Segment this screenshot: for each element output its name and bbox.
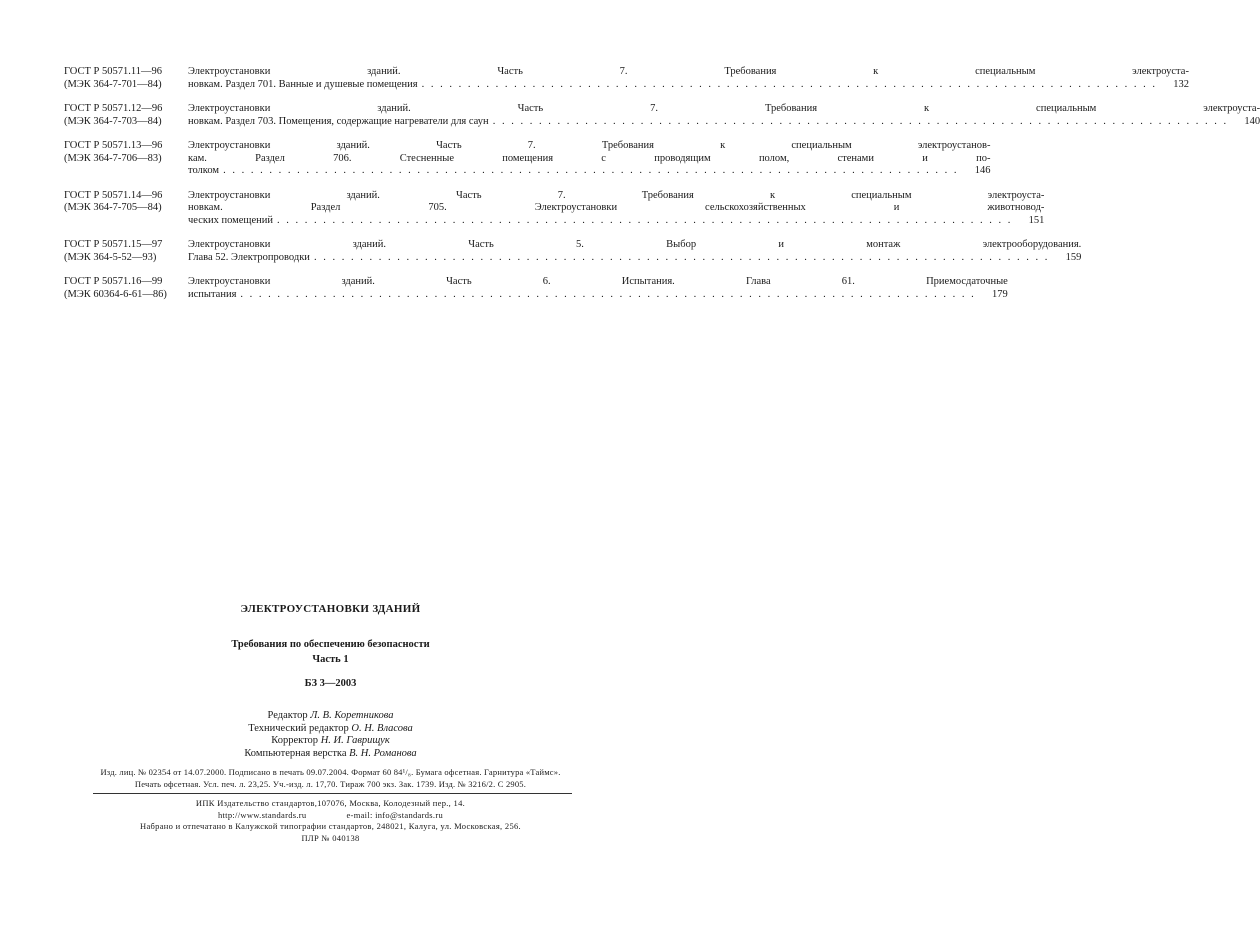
title-line: Электроустановки зданий. Часть 7. Требования к специальным электроуста- <box>188 103 1260 114</box>
standard-code-line: ГОСТ Р 50571.16—99 <box>64 276 163 287</box>
leader-dots: . . . . . . . . . . . . . . . . . . . . . . . . . . . . . . . . . . . . . . . . . . . . . . . . . . . . . . . . . . . . . . . . . . . . . . . . . . . . . . . . <box>313 251 1050 263</box>
document-title: ЭЛЕКТРОУСТАНОВКИ ЗДАНИЙ <box>240 603 421 615</box>
toc-standard-code <box>64 239 188 264</box>
title-line: Электроустановки зданий. Часть 6. Испытания. Глава 61. Приемосдаточные <box>188 276 1008 287</box>
toc-standard-code <box>64 190 188 228</box>
toc-title <box>188 239 1081 264</box>
leader-dots: . . . . . . . . . . . . . . . . . . . . . . . . . . . . . . . . . . . . . . . . . . . . . . . . . . . . . . . . . . . . . . . . . . . . . . . . . . . . . . . . <box>492 115 1229 127</box>
title-line: Электроустановки зданий. Часть 7. Требования к специальным электроуста- <box>188 189 1045 201</box>
standard-code-line: (МЭК 60364-6-61—86) <box>64 288 167 300</box>
page-number: 132 <box>1173 78 1189 90</box>
bz-number: БЗ 3—2003 <box>304 678 357 689</box>
title-line: новкам. Раздел 701. Ванные и душевые помещения <box>188 78 418 90</box>
title-line: Электроустановки зданий. Часть 5. Выбор и монтаж электрооборудования. <box>188 239 1082 250</box>
toc-entry <box>64 140 991 178</box>
title-last-line <box>188 252 1081 265</box>
page-number: 159 <box>1065 251 1082 263</box>
credit-name: В. Н. Романова <box>349 747 417 759</box>
credit-role: Редактор <box>267 710 308 721</box>
leader-dots: . . . . . . . . . . . . . . . . . . . . . . . . . . . . . . . . . . . . . . . . . . . . . . . . . . . . . . . . . . . . . . . . . . . . . . . . . . . . . . . . <box>277 214 1013 226</box>
credit-line <box>0 723 661 736</box>
title-line: новкам. Раздел 703. Помещения, содержащие нагреватели для саун <box>188 115 489 127</box>
credit-line <box>0 748 661 761</box>
credit-line <box>0 710 661 723</box>
license-number: ПЛР № 040138 <box>301 832 360 843</box>
title-line: Электроустановки зданий. Часть 7. Требования к специальным электроустанов- <box>188 140 991 151</box>
standard-code-line: ГОСТ Р 50571.11—96 <box>64 66 163 77</box>
publisher-email[interactable]: e-mail: info@standards.ru <box>346 809 444 820</box>
title-line: Глава 52. Электропроводки <box>188 251 310 263</box>
toc-title <box>188 66 1189 91</box>
publisher-address: ИПК Издательство стандартов,107076, Москва, Колодезный пер., 14. <box>195 798 466 808</box>
title-last-line <box>188 79 1189 92</box>
standard-code-line: ГОСТ Р 50571.15—97 <box>64 239 163 250</box>
credit-line <box>0 735 661 748</box>
credit-name: Л. В. Коретникова <box>310 710 394 721</box>
divider <box>93 793 572 794</box>
page-number: 179 <box>992 288 1008 300</box>
standard-code-line: (МЭК 364-7-701—84) <box>64 78 162 90</box>
toc-entry <box>64 239 1082 264</box>
printing-house: Набрано и отпечатано в Калужской типографии стандартов, 248021, Калуга, ул. Московская, 256. <box>140 821 521 831</box>
toc-standard-code <box>64 66 188 91</box>
leader-dots: . . . . . . . . . . . . . . . . . . . . . . . . . . . . . . . . . . . . . . . . . . . . . . . . . . . . . . . . . . . . . . . . . . . . . . . . . . . . . . . . <box>240 288 976 300</box>
standard-code-line: ГОСТ Р 50571.12—96 <box>64 103 163 114</box>
toc-standard-code <box>64 103 188 128</box>
page-number: 140 <box>1244 115 1260 127</box>
standard-code-line: ГОСТ Р 50571.14—96 <box>64 189 163 201</box>
toc-title <box>188 276 1008 301</box>
toc-entry <box>64 66 1189 91</box>
toc-title <box>188 103 1260 128</box>
title-last-line <box>188 215 1044 228</box>
document-subtitle: Требования по обеспечению безопасности <box>231 639 430 650</box>
title-line: толком <box>188 165 220 176</box>
toc-title <box>188 190 1044 228</box>
table-of-contents <box>64 66 1260 313</box>
title-last-line <box>188 289 1008 302</box>
toc-entry <box>64 103 1260 128</box>
page-number: 146 <box>974 165 991 176</box>
imprint-line: Печать офсетная. Усл. печ. л. 23,25. Уч.-изд. л. 17,70. Тираж 700 экз. Зак. 1739. Изд. № 3216/2. С 2905. <box>134 778 527 789</box>
standard-code-line: (МЭК 364-7-703—84) <box>64 115 162 127</box>
toc-entry <box>64 189 1045 228</box>
title-line: ческих помещений <box>188 214 274 226</box>
leader-dots: . . . . . . . . . . . . . . . . . . . . . . . . . . . . . . . . . . . . . . . . . . . . . . . . . . . . . . . . . . . . . . . . . . . . . . . . . . . . . . . . <box>223 165 959 176</box>
toc-standard-code <box>64 276 188 301</box>
title-line: Электроустановки зданий. Часть 7. Требования к специальным электроуста- <box>188 66 1189 77</box>
credit-name: Н. И. Гаврищук <box>320 735 390 746</box>
imprint-line: Изд. лиц. № 02354 от 14.07.2000. Подписано в печать 09.07.2004. Формат 60 84¹/₈. Бумага офсетная. Гарнитура «Таймс». <box>100 767 561 777</box>
publisher-website[interactable]: http://www.standards.ru <box>217 809 307 820</box>
title-line: кам. Раздел 706. Стесненные помещения с проводящим полом, стенами и по- <box>188 152 991 164</box>
credit-role: Корректор <box>271 735 319 746</box>
standard-code-line: (МЭК 364-7-706—83) <box>64 152 162 164</box>
standard-code-line: (МЭК 364-5-52—93) <box>64 251 157 263</box>
standard-code-line: ГОСТ Р 50571.13—96 <box>64 140 163 151</box>
document-part: Часть 1 <box>312 654 349 665</box>
page-number: 151 <box>1028 214 1045 226</box>
leader-dots: . . . . . . . . . . . . . . . . . . . . . . . . . . . . . . . . . . . . . . . . . . . . . . . . . . . . . . . . . . . . . . . . . . . . . . . . . . . . . . . . <box>421 78 1157 90</box>
title-line: испытания <box>188 288 237 300</box>
toc-standard-code <box>64 140 188 178</box>
toc-entry <box>64 276 1008 301</box>
title-line: новкам. Раздел 705. Электроустановки сельскохозяйственных и животновод- <box>188 202 1045 213</box>
title-last-line <box>188 116 1260 129</box>
credit-name: О. Н. Власова <box>351 722 413 734</box>
standard-code-line: (МЭК 364-7-705—84) <box>64 202 162 213</box>
credit-role: Технический редактор <box>248 722 349 734</box>
publisher-info <box>0 798 661 844</box>
credits <box>0 710 661 760</box>
imprint <box>0 767 661 790</box>
title-last-line <box>188 165 990 178</box>
credit-role: Компьютерная верстка <box>244 747 347 759</box>
toc-title <box>188 140 990 178</box>
